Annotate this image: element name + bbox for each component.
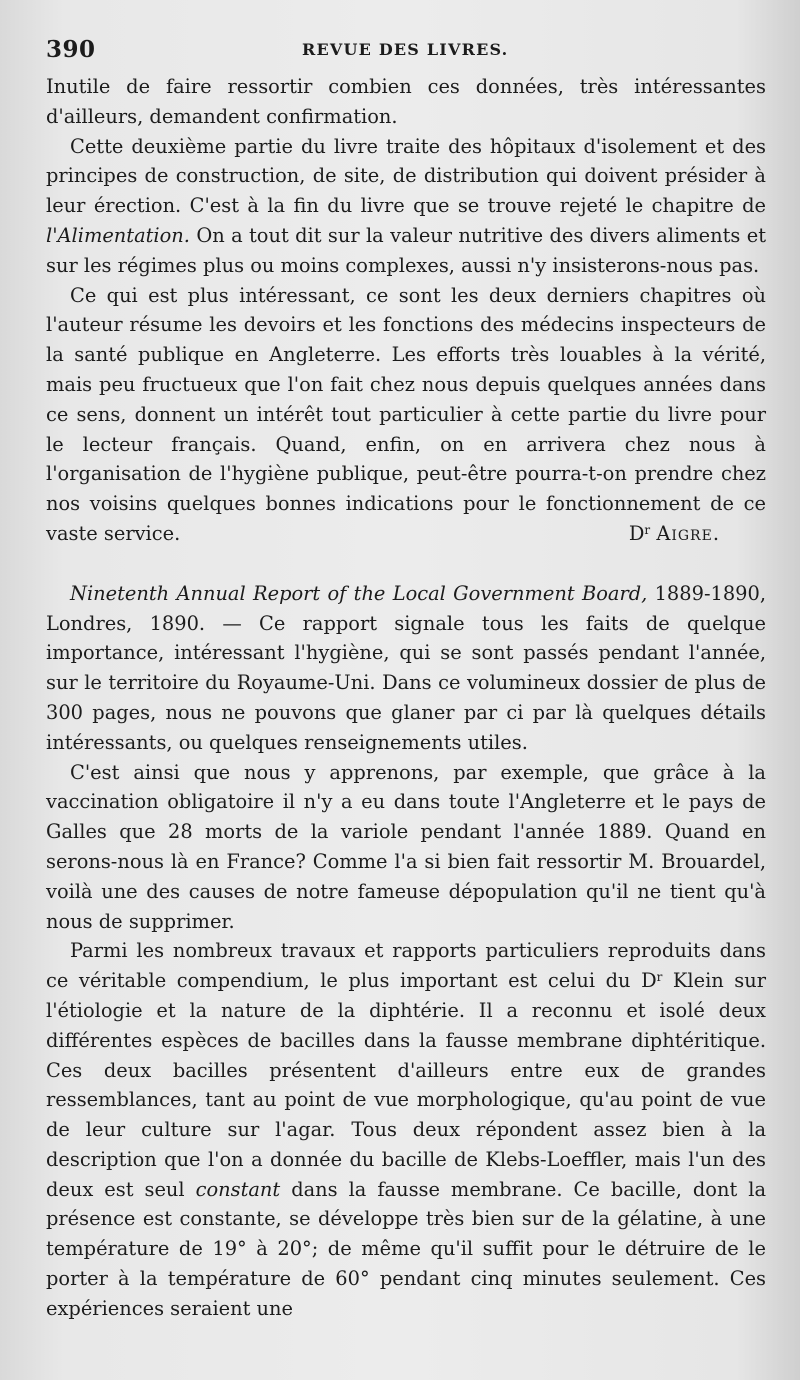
paragraph-2	[46, 132, 766, 281]
paragraph-5	[46, 758, 766, 937]
paragraph-6-text-before: Parmi les nombreux travaux et rapports particuliers reproduits dans ce véritable compendium, le plus important est celui du D	[46, 939, 766, 993]
paragraph-6-sup: r	[656, 970, 663, 985]
paragraph-6-italic: constant	[195, 1177, 281, 1201]
page-number: 390	[46, 36, 96, 63]
review-title: Ninetenth Annual Report of the Local Government Board,	[70, 581, 648, 605]
signature	[605, 519, 720, 549]
running-head	[46, 36, 766, 72]
paragraph-4	[46, 579, 766, 758]
paragraph-1	[46, 72, 766, 132]
paragraph-3	[46, 281, 766, 549]
paragraph-6-text-mid: Klein sur l'étiologie et la nature de la diphtérie. Il a reconnu et isolé deux différentes espèces de bacilles dans la fausse membrane diphtéritique. Ces deux bacilles présentent d'ailleurs entre eux de grandes ressemblances, tant au point de vue morphologique, qu'au point de vue de leur culture sur l'agar. Tous deux répondent assez bien à la description que l'on a donnée du bacille de Klebs-Loeffler, mais l'un des deux est seul	[46, 969, 767, 1201]
paragraph-1-text: Inutile de faire ressortir combien ces données, très intéressantes d'ailleurs, demandent confirmation.	[46, 75, 766, 128]
paragraph-4-text: 1889-1890, Londres, 1890. — Ce rapport signale tous les faits de quelque importance, intéressant l'hygiène, qui se sont passés pendant l'année, sur le territoire du Royaume-Uni. Dans ce volumineux dossier de plus de 300 pages, nous ne pouvons que glaner par ci par là quelques détails intéressants, ou quelques renseignements utiles.	[46, 581, 767, 754]
running-title: REVUE DES LIVRES.	[302, 40, 509, 59]
paragraph-2-text-before: Cette deuxième partie du livre traite des hôpitaux d'isolement et des principes de construction, de site, de distribution qui doivent présider à leur érection. C'est à la fin du livre que se trouve rejeté le chapitre de	[46, 134, 766, 218]
paragraph-6-text-after: dans la fausse membrane. Ce bacille, dont la présence est constante, se développe très bien sur de la gélatine, à une température de 19° à 20°; de même qu'il suffit pour le détruire de le porter à la température de 60° pendant cinq minutes seulement. Ces expériences seraient une	[46, 1177, 767, 1320]
signature-sup: r	[644, 522, 651, 537]
section-spacer	[46, 549, 766, 579]
body-text	[46, 72, 766, 1324]
paragraph-2-text-after: On a tout dit sur la valeur nutritive des divers aliments et sur les régimes plus ou moins complexes, aussi n'y insisterons-nous pas.	[46, 223, 766, 277]
paragraph-2-italic: l'Alimentation.	[46, 223, 190, 247]
signature-name: Aigre.	[656, 521, 720, 545]
paragraph-6	[46, 936, 766, 1323]
signature-prefix: D	[628, 521, 645, 545]
paragraph-3-text: Ce qui est plus intéressant, ce sont les deux derniers chapitres où l'auteur résume les devoirs et les fonctions des médecins inspecteurs de la santé publique en Angleterre. Les efforts très louables à la vérité, mais peu fructueux que l'on fait chez nous depuis quelques années dans ce sens, donnent un intérêt tout particulier à cette partie du livre pour le lecteur français. Quand, enfin, on en arrivera chez nous à l'organisation de l'hygiène publique, peut-être pourra-t-on prendre chez nos voisins quelques bonnes indications pour le fonctionnement de ce vaste service.	[46, 283, 766, 545]
paragraph-5-text: C'est ainsi que nous y apprenons, par exemple, que grâce à la vaccination obligatoire il n'y a eu dans toute l'Angleterre et le pays de Galles que 28 morts de la variole pendant l'année 1889. Quand en serons-nous là en France? Comme l'a si bien fait ressortir M. Brouardel, voilà une des causes de notre fameuse dépopulation qu'il ne tient qu'à nous de supprimer.	[46, 760, 766, 933]
